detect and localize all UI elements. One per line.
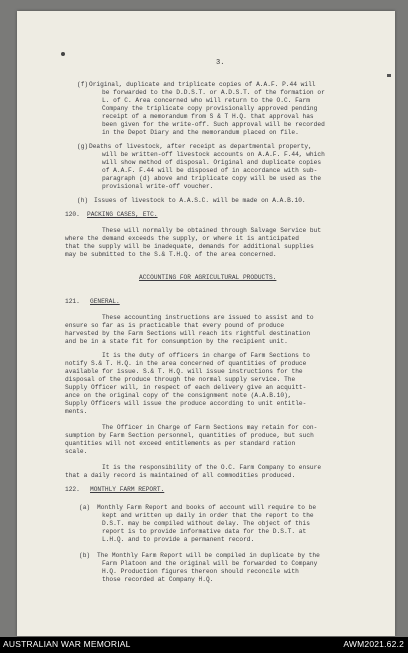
text-line: These accounting instructions are issued to assist and to [102,314,314,321]
text-line: notify S.& T. H.Q. in the area concerned of quantities of produce [65,360,307,367]
text-line: Deaths of livestock, after receipt as departmental property, [89,143,312,150]
text-line: ensure so far as is practicable that every pound of produce [65,322,285,329]
text-line: those recorded at Company H.Q. [102,576,214,583]
text-line: paragraph (d) above and triplicate copy will be used as the [102,175,322,182]
text-line: ance on the original copy of the consignment note (A.A.B.10), [65,392,292,399]
text-line: It is the responsibility of the O.C. Farm Company to ensure [102,464,322,471]
text-line: These will normally be obtained through Salvage Service but [102,227,322,234]
item-g-label: (g) [77,143,89,150]
text-line: and be in a state fit for consumption by the recipient unit. [65,338,288,345]
section-121-number: 121. [65,298,80,305]
main-heading: ACCOUNTING FOR AGRICULTURAL PRODUCTS. [139,274,277,281]
document-page [17,11,395,636]
item-b-label: (b) [79,552,91,559]
text-line: Original, duplicate and triplicate copies of A.A.F. P.44 will [89,81,316,88]
text-line: L.H.Q. and to provide a permanent record. [102,536,255,543]
text-line: report is to provide informative data for the D.S.T. at [102,528,307,535]
text-line: been given for the write-off. Such approval will be recorded [102,121,325,128]
text-line: will show method of disposal. Original and duplicate copies [102,159,322,166]
text-line: Monthly Farm Report and books of account will require to be [97,504,317,511]
text-line: The Monthly Farm Report will be compiled in duplicate by the [97,552,320,559]
text-line: receipt of a memorandum from S & T H.Q. that approval has [102,113,314,120]
text-line: available for issue. S.& T. H.Q. will issue instructions for the [65,368,303,375]
text-line: that a daily record is maintained of all commodities produced. [65,472,296,479]
section-121-heading: GENERAL. [90,298,120,305]
section-120-heading: PACKING CASES, ETC. [87,211,158,218]
text-line: Supply Officers will issue the produce according to unit entitle- [65,400,307,407]
section-122-heading: MONTHLY FARM REPORT. [90,486,165,493]
text-line: ments. [65,408,88,415]
item-a-label: (a) [79,504,91,511]
text-line: Company the triplicate copy provisionally approved pending [102,105,318,112]
text-line: harvested by the Farm Sections will reach its rightful destination [65,330,311,337]
item-f-label: (f) [77,81,89,88]
page-number: 3. [216,59,225,67]
text-line: may be submitted to the S.& T.H.Q. of the area concerned. [65,251,277,258]
text-line: will be written-off livestock accounts on A.A.F. F.44, which [102,151,325,158]
margin-mark [387,74,391,77]
archive-reference: AWM2021.62.2 [343,639,404,649]
archive-name: AUSTRALIAN WAR MEMORIAL [3,639,131,649]
text-line: disposal of the produce through the normal supply service. The [65,376,296,383]
item-h-text: Issues of livestock to A.A.S.C. will be made on A.A.B.10. [94,197,306,204]
text-line: kept and written up daily in order that the report to the [102,512,314,519]
section-120-number: 120. [65,211,80,218]
text-line: provisional write-off voucher. [102,183,214,190]
section-122-number: 122. [65,486,80,493]
text-line: in the Depot Diary and the memorandum placed on file. [102,129,299,136]
text-line: be forwarded to the D.D.S.T. or A.D.S.T. of the formation or [102,89,325,96]
archive-footer-bar [0,637,408,653]
text-line: scale. [65,448,88,455]
text-line: sumption by Farm Section personnel, quantities of produce, but such [65,432,314,439]
text-line: It is the duty of officers in charge of Farm Sections to [102,352,310,359]
text-line: Supply Officer will, in respect of each delivery give an acquitt- [65,384,307,391]
ink-mark [61,52,65,56]
text-line: where the demand exceeds the supply, or where it is anticipated [65,235,299,242]
text-line: of A.A.F. F.44 will be disposed of in accordance with sub- [102,167,318,174]
text-line: L. of C. Area concerned who will return to the O.C. Farm [102,97,310,104]
text-line: Farm Platoon and the original will be forwarded to Company [102,560,318,567]
text-line: The Officer in Charge of Farm Sections may retain for con- [102,424,318,431]
text-line: quantities will not exceed entitlements as per standard ration [65,440,296,447]
text-line: D.S.T. may be compiled without delay. The object of this [102,520,310,527]
text-line: H.Q. Production figures thereon should reconcile with [102,568,299,575]
text-line: that the supply will be inadequate, demands for additional supplies [65,243,314,250]
item-h-label: (h) [77,197,89,204]
